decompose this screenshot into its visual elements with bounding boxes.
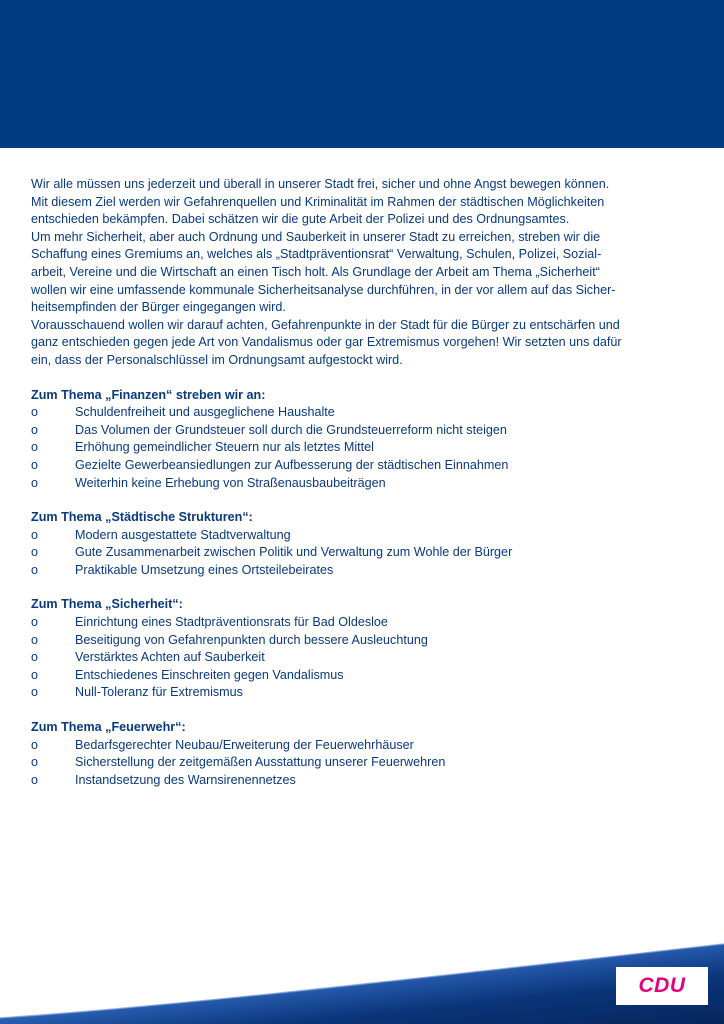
list-item xyxy=(31,737,681,755)
cdu-logo xyxy=(616,967,708,1005)
section-title: Zum Thema „Städtische Strukturen“: xyxy=(31,510,253,525)
list-item-text: Beseitigung von Gefahrenpunkten durch bessere Ausleuchtung xyxy=(75,632,428,647)
intro-line: ein, dass der Personalschlüssel im Ordnungsamt aufgestockt wird. xyxy=(31,352,403,367)
intro-line: heitsempfinden der Bürger eingegangen wird. xyxy=(31,300,286,315)
list-item xyxy=(31,439,681,457)
intro-text xyxy=(31,176,681,370)
list-item xyxy=(31,527,681,545)
intro-line: wollen wir eine umfassende kommunale Sicherheitsanalyse durchführen, in der vor allem auf das Sicher- xyxy=(31,282,616,297)
section-title: Zum Thema „Feuerwehr“: xyxy=(31,720,186,735)
list-item xyxy=(31,562,681,580)
bullet-marker: o xyxy=(31,545,39,560)
bullet-marker: o xyxy=(31,457,39,472)
list-item-text: Erhöhung gemeindlicher Steuern nur als letztes Mittel xyxy=(75,440,374,455)
list-item xyxy=(31,404,681,422)
intro-line: Schaffung eines Gremiums an, welches als „Stadtpräventionsrat“ Verwaltung, Schulen, Polizei, Sozial- xyxy=(31,247,602,262)
intro-line: Wir alle müssen uns jederzeit und überall in unserer Stadt frei, sicher und ohne Angst bewegen können. xyxy=(31,177,610,191)
bullet-marker: o xyxy=(31,755,39,770)
intro-line: Um mehr Sicherheit, aber auch Ordnung und Sauberkeit in unserer Stadt zu erreichen, streben wir die xyxy=(31,229,601,244)
section-sicherheit xyxy=(31,596,681,702)
section-feuerwehr xyxy=(31,719,681,789)
bullet-marker: o xyxy=(31,562,39,577)
list-item-text: Bedarfsgerechter Neubau/Erweiterung der Feuerwehrhäuser xyxy=(75,737,414,752)
list-item-text: Entschiedenes Einschreiten gegen Vandalismus xyxy=(75,667,344,682)
cdu-logo-text: CDU xyxy=(638,974,686,997)
bullet-marker: o xyxy=(31,737,39,752)
intro-line: ganz entschieden gegen jede Art von Vandalismus oder gar Extremismus vorgehen! Wir setzten uns dafür xyxy=(31,335,622,350)
list-item xyxy=(31,667,681,685)
list-item-text: Gezielte Gewerbeansiedlungen zur Aufbesserung der städtischen Einnahmen xyxy=(75,457,509,472)
bullet-list xyxy=(31,404,681,492)
document-body xyxy=(31,176,681,789)
bullet-list xyxy=(31,614,681,702)
list-item xyxy=(31,649,681,667)
bullet-marker: o xyxy=(31,405,39,420)
list-item-text: Weiterhin keine Erhebung von Straßenausbaubeiträgen xyxy=(75,475,386,490)
list-item-text: Einrichtung eines Stadtpräventionsrats für Bad Oldesloe xyxy=(75,615,388,630)
bullet-marker: o xyxy=(31,440,39,455)
list-item-text: Modern ausgestattete Stadtverwaltung xyxy=(75,527,291,542)
list-item-text: Verstärktes Achten auf Sauberkeit xyxy=(75,650,265,665)
list-item-text: Instandsetzung des Warnsirenennetzes xyxy=(75,772,296,787)
bullet-marker: o xyxy=(31,650,39,665)
list-item-text: Das Volumen der Grundsteuer soll durch die Grundsteuerreform nicht steigen xyxy=(75,422,507,437)
list-item-text: Null-Toleranz für Extremismus xyxy=(75,685,243,700)
list-item xyxy=(31,475,681,493)
bullet-marker: o xyxy=(31,632,39,647)
list-item xyxy=(31,614,681,632)
header-band xyxy=(0,0,724,148)
bullet-list xyxy=(31,527,681,580)
list-item xyxy=(31,544,681,562)
list-item-text: Schuldenfreiheit und ausgeglichene Haushalte xyxy=(75,405,335,420)
bullet-list xyxy=(31,737,681,790)
intro-line: Mit diesem Ziel werden wir Gefahrenquellen und Kriminalität im Rahmen der städtischen Möglichkeiten xyxy=(31,194,605,209)
list-item xyxy=(31,772,681,790)
bullet-marker: o xyxy=(31,667,39,682)
list-item-text: Gute Zusammenarbeit zwischen Politik und Verwaltung zum Wohle der Bürger xyxy=(75,545,513,560)
bullet-marker: o xyxy=(31,475,39,490)
bullet-marker: o xyxy=(31,422,39,437)
section-title: Zum Thema „Finanzen“ streben wir an: xyxy=(31,387,266,402)
list-item xyxy=(31,632,681,650)
section-staedtische-strukturen xyxy=(31,509,681,579)
bullet-marker: o xyxy=(31,527,39,542)
bullet-marker: o xyxy=(31,685,39,700)
list-item xyxy=(31,684,681,702)
list-item xyxy=(31,754,681,772)
section-finanzen xyxy=(31,387,681,493)
section-title: Zum Thema „Sicherheit“: xyxy=(31,597,183,612)
intro-line: arbeit, Vereine und die Wirtschaft an einen Tisch holt. Als Grundlage der Arbeit am Thema „Sicherheit“ xyxy=(31,264,600,279)
intro-line: Vorausschauend wollen wir darauf achten, Gefahrenpunkte in der Stadt für die Bürger zu entschärfen und xyxy=(31,317,620,332)
list-item-text: Sicherstellung der zeitgemäßen Ausstattung unserer Feuerwehren xyxy=(75,755,446,770)
bullet-marker: o xyxy=(31,772,39,787)
bullet-marker: o xyxy=(31,615,39,630)
list-item xyxy=(31,422,681,440)
intro-line: entschieden bekämpfen. Dabei schätzen wir die gute Arbeit der Polizei und des Ordnungsamtes. xyxy=(31,212,570,227)
list-item-text: Praktikable Umsetzung eines Ortsteilebeirates xyxy=(75,562,334,577)
list-item xyxy=(31,457,681,475)
